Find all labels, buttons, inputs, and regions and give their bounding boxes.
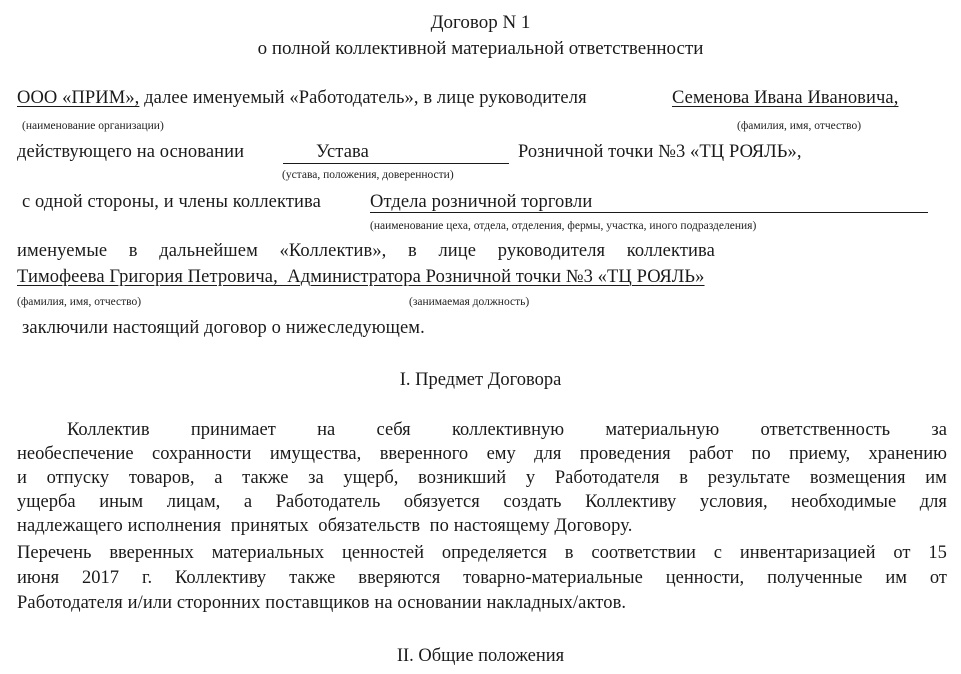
- leader-name: Тимофеева Григория Петровича, Администратора Розничной точки №3 «ТЦ РОЯЛЬ»: [17, 267, 705, 287]
- parties-line-1: [17, 88, 587, 109]
- word: условия,: [699, 492, 768, 512]
- s1-line-7: [17, 568, 947, 589]
- word: в: [564, 543, 574, 563]
- s1-line-4: [17, 492, 947, 513]
- section-2-heading: II. Общие положения: [396, 646, 565, 666]
- word: именуемые: [17, 241, 108, 261]
- word: приему,: [789, 444, 851, 464]
- word: 15: [928, 543, 947, 563]
- word: для: [534, 444, 562, 464]
- s1-line-8: Работодателя и/или сторонних поставщиков на основании накладных/актов.: [17, 593, 627, 613]
- word: Коллективу: [175, 568, 267, 588]
- s1-line-2: [17, 444, 947, 465]
- word: принимает: [190, 420, 276, 440]
- org-name: ООО «ПРИМ»,: [17, 88, 140, 108]
- word: ущерба: [17, 492, 76, 512]
- word: Коллективу: [585, 492, 677, 512]
- word: вверенных: [109, 543, 194, 563]
- word: от: [893, 543, 911, 563]
- word: г.: [141, 568, 153, 588]
- word: вверяются: [358, 568, 441, 588]
- org-rest: далее именуемый «Работодатель», в лице руководителя: [139, 88, 587, 108]
- basis-underline: [283, 163, 509, 164]
- s1-line-6: [17, 543, 947, 564]
- word: материальных: [211, 543, 325, 563]
- word: «Коллектив»,: [279, 241, 387, 261]
- word: на: [317, 420, 336, 440]
- word: ответственность: [760, 420, 891, 440]
- word: необеспечение: [17, 444, 134, 464]
- word: руководителя: [497, 241, 606, 261]
- word: коллективную: [451, 420, 565, 440]
- word: коллектива: [626, 241, 715, 261]
- basis-hint: (устава, положения, доверенности): [282, 169, 454, 181]
- word: необходимые: [791, 492, 897, 512]
- word: Работодатель: [275, 492, 381, 512]
- word: им: [885, 568, 907, 588]
- word: возмещения: [809, 468, 906, 488]
- word: иным: [99, 492, 144, 512]
- word: материальную: [605, 420, 720, 440]
- word: ценностей: [341, 543, 424, 563]
- word: товаров,: [128, 468, 195, 488]
- position-hint: (занимаемая должность): [409, 296, 530, 308]
- word: возникший: [418, 468, 507, 488]
- word: с: [713, 543, 722, 563]
- word: проведения: [579, 444, 671, 464]
- word: Перечень: [17, 543, 92, 563]
- word: 2017: [82, 568, 120, 588]
- word: за: [931, 420, 947, 440]
- acting-prefix: действующего на основании: [17, 142, 245, 162]
- word: также: [242, 468, 289, 488]
- head-name: Семенова Ивана Ивановича,: [672, 88, 899, 108]
- word: им: [925, 468, 947, 488]
- word: от: [929, 568, 947, 588]
- word: ущерб,: [343, 468, 399, 488]
- named-line: [17, 241, 715, 262]
- document-subtitle: о полной коллективной материальной ответственности: [257, 38, 704, 59]
- s1-line-1: [67, 420, 947, 441]
- basis-value: Устава: [316, 142, 369, 162]
- word: июня: [17, 568, 60, 588]
- word: создать: [503, 492, 562, 512]
- word: соответствии: [591, 543, 696, 563]
- word: себя: [376, 420, 411, 440]
- word: обязуется: [403, 492, 480, 512]
- word: инвентаризацией: [739, 543, 876, 563]
- word: определяется: [441, 543, 547, 563]
- dept-name: Отдела розничной торговли: [370, 192, 593, 212]
- word: ему: [486, 444, 516, 464]
- word: лице: [438, 241, 477, 261]
- word: полученные: [767, 568, 863, 588]
- word: лицам,: [166, 492, 221, 512]
- word: имущества,: [269, 444, 362, 464]
- leader-fio-hint: (фамилия, имя, отчество): [17, 296, 142, 308]
- word: для: [919, 492, 947, 512]
- word: работ: [689, 444, 734, 464]
- word: товарно-материальные: [463, 568, 643, 588]
- word: за: [308, 468, 324, 488]
- word: ценности,: [665, 568, 745, 588]
- word: хранению: [868, 444, 947, 464]
- word: а: [243, 492, 253, 512]
- word: дальнейшем: [159, 241, 258, 261]
- word: в: [128, 241, 138, 261]
- word: также: [289, 568, 336, 588]
- document-title: Договор N 1: [430, 12, 531, 33]
- side-prefix: с одной стороны, и члены коллектива: [22, 192, 321, 212]
- word: вверенного: [379, 444, 469, 464]
- word: результате: [707, 468, 791, 488]
- section-1-heading: I. Предмет Договора: [399, 370, 562, 390]
- word: отпуску: [46, 468, 110, 488]
- word: Работодателя: [554, 468, 660, 488]
- dept-hint: (наименование цеха, отдела, отделения, фермы, участка, иного подразделения): [370, 220, 757, 232]
- s1-line-3: [17, 468, 947, 489]
- word: по: [751, 444, 771, 464]
- fio-hint: (фамилия, имя, отчество): [737, 120, 862, 132]
- word: Коллектив: [67, 420, 150, 440]
- org-hint: (наименование организации): [22, 120, 164, 132]
- word: в: [679, 468, 689, 488]
- word: и: [17, 468, 27, 488]
- concluded-text: заключили настоящий договор о нижеследующем.: [22, 318, 425, 338]
- point-name: Розничной точки №3 «ТЦ РОЯЛЬ»,: [518, 142, 802, 162]
- word: сохранности: [152, 444, 252, 464]
- s1-line-5: надлежащего исполнения принятых обязательств по настоящему Договору.: [17, 516, 633, 536]
- word: в: [408, 241, 417, 261]
- word: а: [214, 468, 223, 488]
- word: у: [525, 468, 536, 488]
